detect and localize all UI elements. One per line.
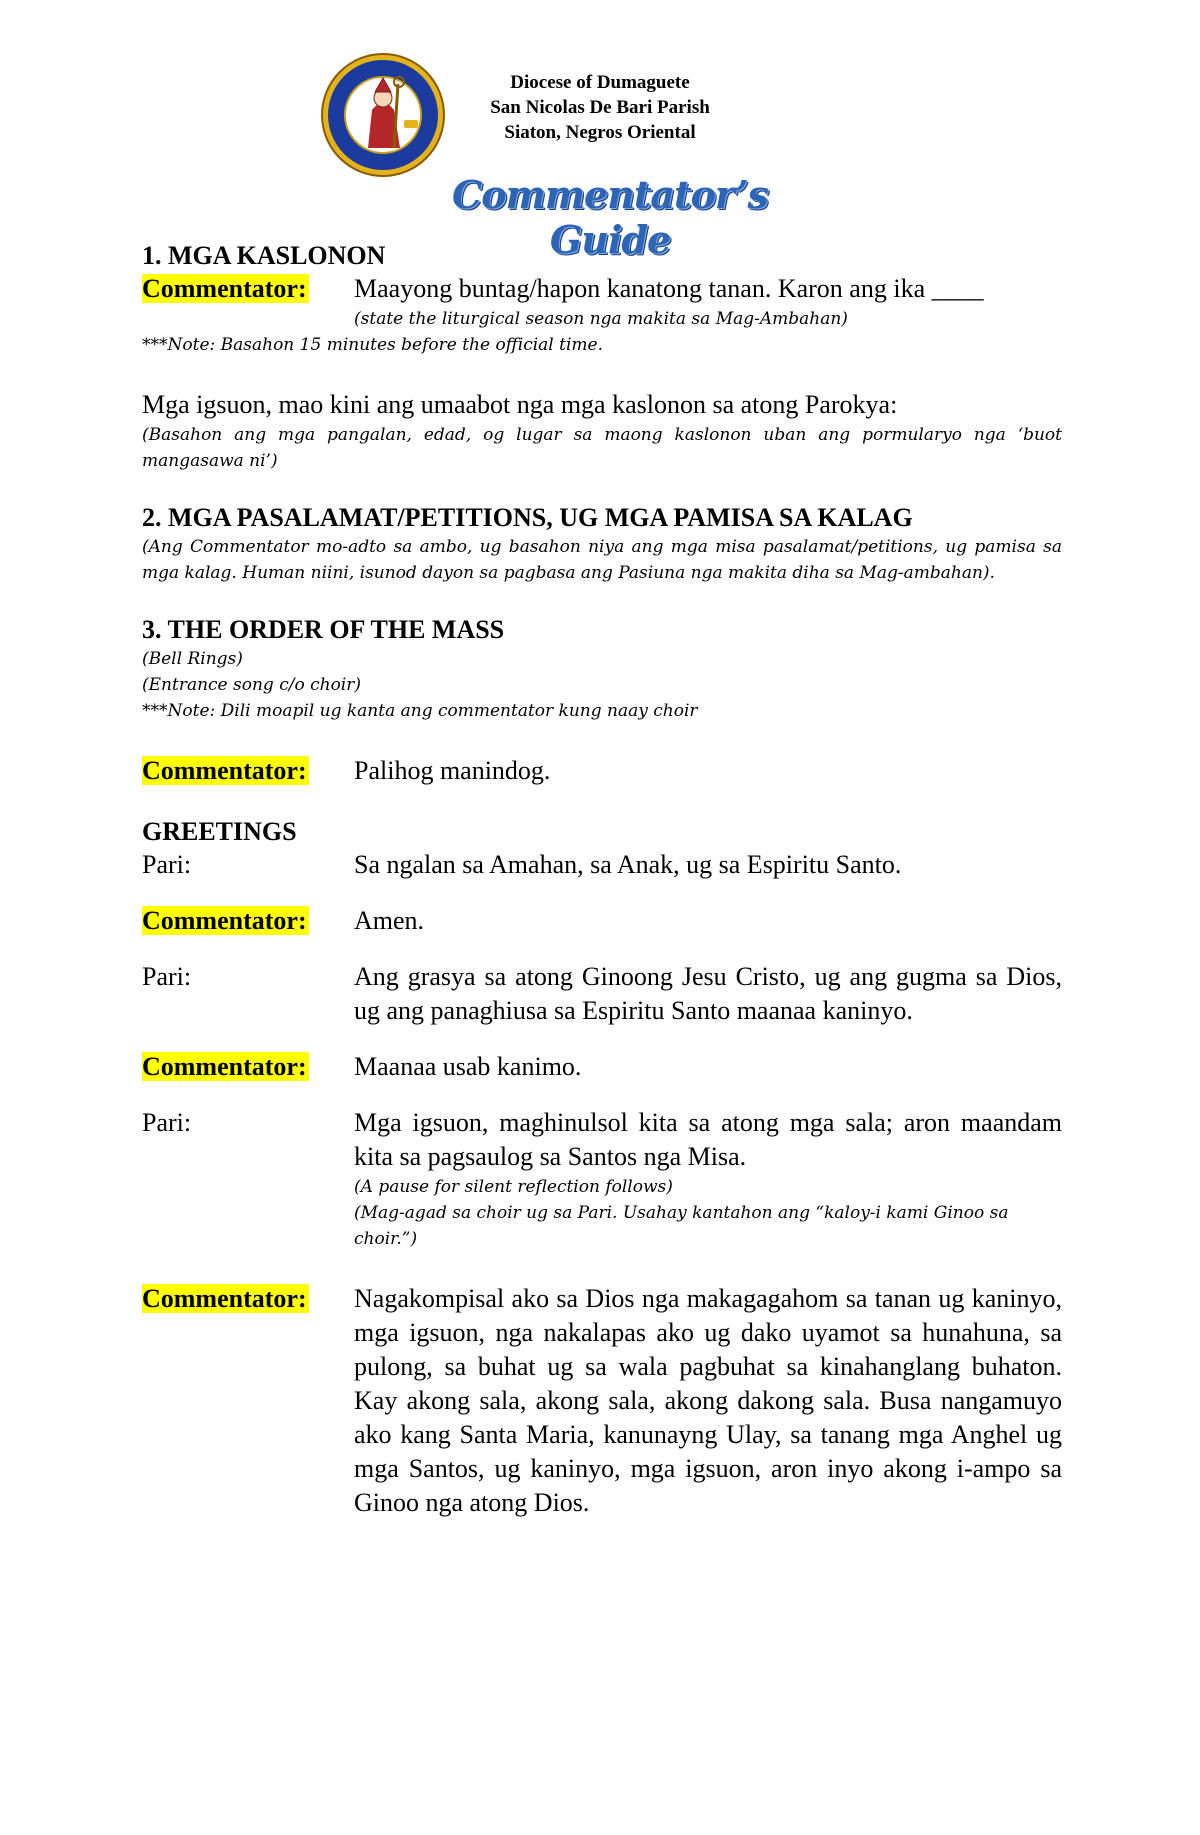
- script-text: Palihog manindog.: [354, 756, 551, 785]
- script-text: Maanaa usab kanimo.: [354, 1052, 582, 1081]
- instruction-note: (Bell Rings): [142, 649, 243, 669]
- script-text: Amen.: [354, 906, 425, 935]
- instruction-note: (Entrance song c/o choir): [142, 675, 361, 695]
- timing-note: ***Note: Basahon 15 minutes before the official time.: [142, 335, 603, 355]
- parish-seal-logo: [320, 52, 446, 178]
- speaker-label: Pari:: [142, 850, 192, 879]
- speaker-label: Pari:: [142, 962, 192, 991]
- script-line: [142, 1106, 1062, 1252]
- section-heading-greetings: GREETINGS: [142, 817, 297, 846]
- speaker-label: Commentator:: [142, 756, 307, 785]
- script-line: [142, 904, 1062, 938]
- parish-location: Siaton, Negros Oriental: [504, 122, 696, 143]
- script-line: [142, 272, 1062, 306]
- section-heading-pasalamat: 2. MGA PASALAMAT/PETITIONS, UG MGA PAMISA SA KALAG: [142, 503, 913, 532]
- document-body: [142, 240, 1062, 1520]
- speaker-label: Commentator:: [142, 1052, 307, 1081]
- script-text: Mga igsuon, maghinulsol kita sa atong mga sala; aron maandam kita sa pagsaulog sa Santos nga Misa.: [354, 1108, 1062, 1171]
- announcement-paragraph: Mga igsuon, mao kini ang umaabot nga mga kaslonon sa atong Parokya:: [142, 390, 898, 419]
- instruction-note: (state the liturgical season nga makita sa Mag-Ambahan): [354, 309, 848, 329]
- script-text: Sa ngalan sa Amahan, sa Anak, ug sa Espiritu Santo.: [354, 850, 902, 879]
- script-line: [142, 848, 1062, 882]
- script-line: [142, 960, 1062, 1028]
- diocese-name: Diocese of Dumaguete: [510, 72, 690, 93]
- instruction-note: (Basahon ang mga pangalan, edad, og lugar sa maong kaslonon uban ang pormularyo nga ‘buot mangasawa ni’): [142, 425, 1062, 471]
- speaker-label: Pari:: [142, 1108, 192, 1137]
- script-text: Ang grasya sa atong Ginoong Jesu Cristo, ug ang gugma sa Dios, ug ang panaghiusa sa Espiritu Santo maanaa kaninyo.: [354, 962, 1062, 1025]
- speaker-label: Commentator:: [142, 1284, 307, 1313]
- script-line: [142, 754, 1062, 788]
- script-text: Maayong buntag/hapon kanatong tanan. Karon ang ika ____: [354, 274, 984, 303]
- instruction-note: (Mag-agad sa choir ug sa Pari. Usahay kantahon ang “kaloy-i kami Ginoo sa choir.”): [354, 1203, 1009, 1249]
- section-heading-kaslonon: 1. MGA KASLONON: [142, 241, 386, 270]
- instruction-note: (Ang Commentator mo-adto sa ambo, ug basahon niya ang mga misa pasalamat/petitions, ug pamisa sa mga kalag. Human niini, isunod dayon sa pagbasa ang Pasiuna nga makita diha sa Mag-ambahan).: [142, 537, 1062, 583]
- section-heading-order-of-mass: 3. THE ORDER OF THE MASS: [142, 615, 505, 644]
- speaker-label: Commentator:: [142, 906, 307, 935]
- instruction-note: ***Note: Dili moapil ug kanta ang commentator kung naay choir: [142, 701, 698, 721]
- parish-name: San Nicolas De Bari Parish: [490, 97, 710, 118]
- document-title: Commentator’s Guide: [452, 172, 768, 262]
- parish-header: [440, 70, 760, 145]
- script-line: [142, 1050, 1062, 1084]
- script-line: [142, 1282, 1062, 1520]
- script-text: Nagakompisal ako sa Dios nga makagagahom sa tanan ug kaninyo, mga igsuon, nga nakalapas ako ug dako uyamot sa hunahuna, sa pulong, sa buhat ug sa wala pagbuhat sa kinahanglang buhaton. Kay akong sala, akong sala, akong dakong sala. Busa nangamuyo ako kang Santa Maria, kanunayng Ulay, sa tanang mga Anghel ug mga Santos, ug kaninyo, mga igsuon, aron inyo akong i-ampo sa Ginoo nga atong Dios.: [354, 1284, 1062, 1517]
- speaker-label: Commentator:: [142, 274, 307, 303]
- instruction-note: (A pause for silent reflection follows): [354, 1177, 673, 1197]
